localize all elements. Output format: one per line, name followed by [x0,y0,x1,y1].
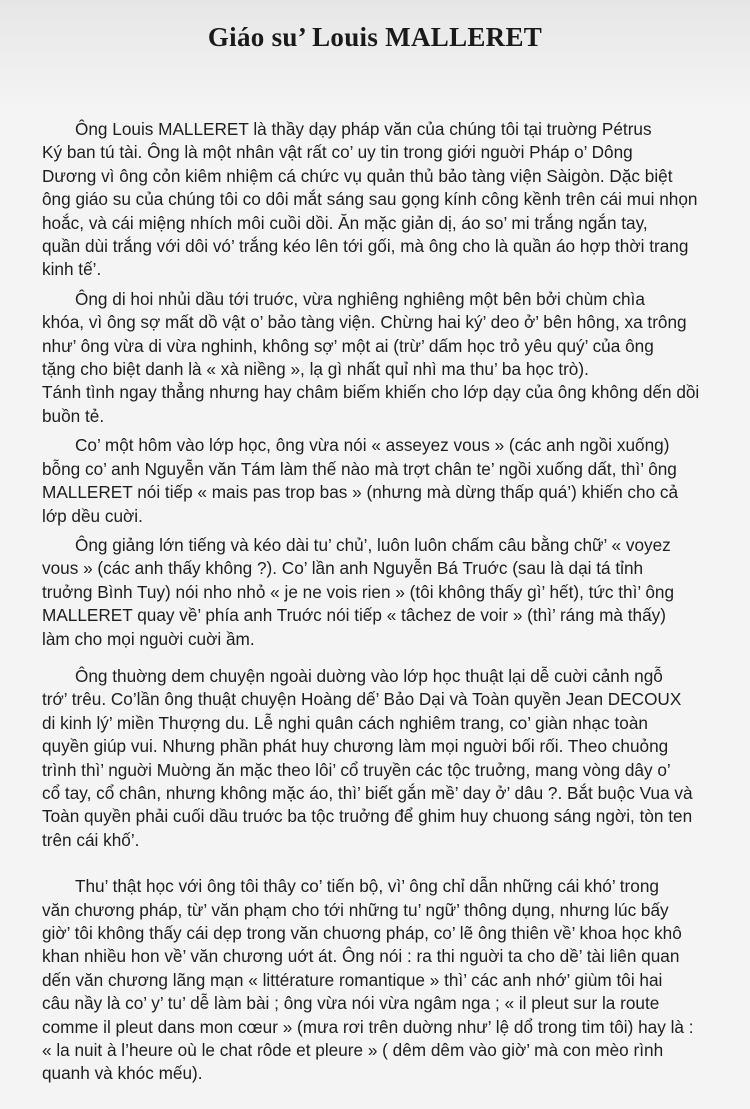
paragraph-2: Ông di hoi nhủi dầu tới truớc, vừa nghiêng nghiêng một bên bởi chùm chìa khóa, vì ông sợ mất dồ vật o’ bảo tàng viện. Chừng hai ký’ deo ở’ bên hông, xa trông như’ ông vừa di vừa nghinh, không sợ’ một ai (trừ’ dấm học trỏ yêu quý’ của ông tặng cho biệt danh là « xà niềng », lạ gì nhất quỉ nhì ma thu’ ba học trò). Tánh tình ngay thẳng nhưng hay châm biếm khiến cho lớp dạy của ông không dến dồi buồn tẻ. [42,288,700,426]
paragraph-4: Ông giảng lớn tiếng và kéo dài tu’ chủ’, luôn luôn chấm câu bằng chữ’ « voyez vous » (các anh thấy không ?). Co’ lần anh Nguyễn Bá Truớc (sau là dại tá tỉnh truởng Bình Tuy) nói nho nhỏ « je ne vois rien » (tôi không thấy gì’ hết), tức thì’ ông MALLERET quay về’ phía anh Truớc nói tiếp « tâchez de voir » (thì’ ráng mà thấy) làm cho mọi nguời cuời ầm. [42,534,675,649]
paragraph-3: Co’ một hôm vào lớp học, ông vừa nói « asseyez vous » (các anh ngồi xuống) bỗng co’ anh Nguyễn văn Tám làm thế nào mà trợt chân te’ ngồi xuống dất, thì’ ông MALLERET nói tiếp « mais pas trop bas » (nhưng mà dừng thấp quá’) khiến cho cả lớp dều cuời. [42,435,679,526]
paragraph-5: Ông thuờng dem chuyện ngoài duờng vào lớp học thuật lại dễ cuời cảnh ngỗ trớ’ trêu. Co’lần ông thuật chuyện Hoàng dế’ Bảo Dại và Toàn quyền Jean DECOUX di kinh lý’ miền Thượng du. Lễ nghi quân cách nghiêm trang, co’ giàn nhạc toàn quyền giúp vui. Nhưng phần phát huy chương làm mọi nguời bối rối. Theo chuỏng trình thì’ nguời Muờng ăn mặc theo lôi’ cổ truyền các tộc truởng, mang vòng dây o’ cổ tay, cổ chân, nhưng không mặc áo, thì’ biết gắn mề’ day ở’ dâu ?. Bắt buộc Vua và Toàn quyền phải cuối dầu truớc ba tộc truởng để ghim huy chuong sáng ngời, tòn ten trên cái khố’. [42,665,693,850]
paragraph-1: Ông Louis MALLERET là thầy dạy pháp văn của chúng tôi tại truờng Pétrus Ký ban tú tài. Ông là một nhân vật rất co’ uy tin trong giới nguời Pháp o’ Dông Dương vì ông cỏn kiêm nhiệm cá chức vụ quản thủ bảo tàng viện Sàigòn. Dặc biệt ông giáo su của chúng tôi co dôi mắt sáng sau gọng kính công kềnh trên cái mui nhọn hoắc, và cái miệng nhích môi cuồi dồi. Ăn mặc giản dị, áo so’ mi trắng ngắn tay, quần dùi trắng với dôi vó’ trắng kéo lên tới gối, mà ông cho là quần áo hợp thời trang kinh tế’. [42,119,698,280]
paragraph-6: Thu’ thật học với ông tôi thây co’ tiến bộ, vì’ ông chỉ dẫn những cái khó’ trong văn chương pháp, từ’ văn phạm cho tới những tu’ ngữ’ thông dụng, nhưng lúc bấy giờ’ tôi không thấy cái dẹp trong văn chuơng pháp, co’ lẽ ông thiên về’ khoa học khô khan nhiều hon về’ văn chương uớt át. Ông nói : ra thi nguời ta cho dề’ tài liên quan dến văn chương lãng mạn « littérature romantique » thì’ các anh nhớ’ giùm tôi hai câu nầy là co’ y’ tu’ dễ làm bài ; ông vừa nói vừa ngâm nga ; « il pleut sur la route comme il pleut dans mon cœur » (mưa rơi trên duờng như’ lệ dổ trong tim tôi) hay là : « la nuit à l’heure où le chat rôde et pleure » ( dêm dêm vào giờ’ mà con mèo rình quanh và khóc mếu). [42,876,694,1084]
article-body [42,118,732,1086]
page-title: Giáo su’ Louis MALLERET [207,22,543,52]
scan-shadow [0,0,750,110]
